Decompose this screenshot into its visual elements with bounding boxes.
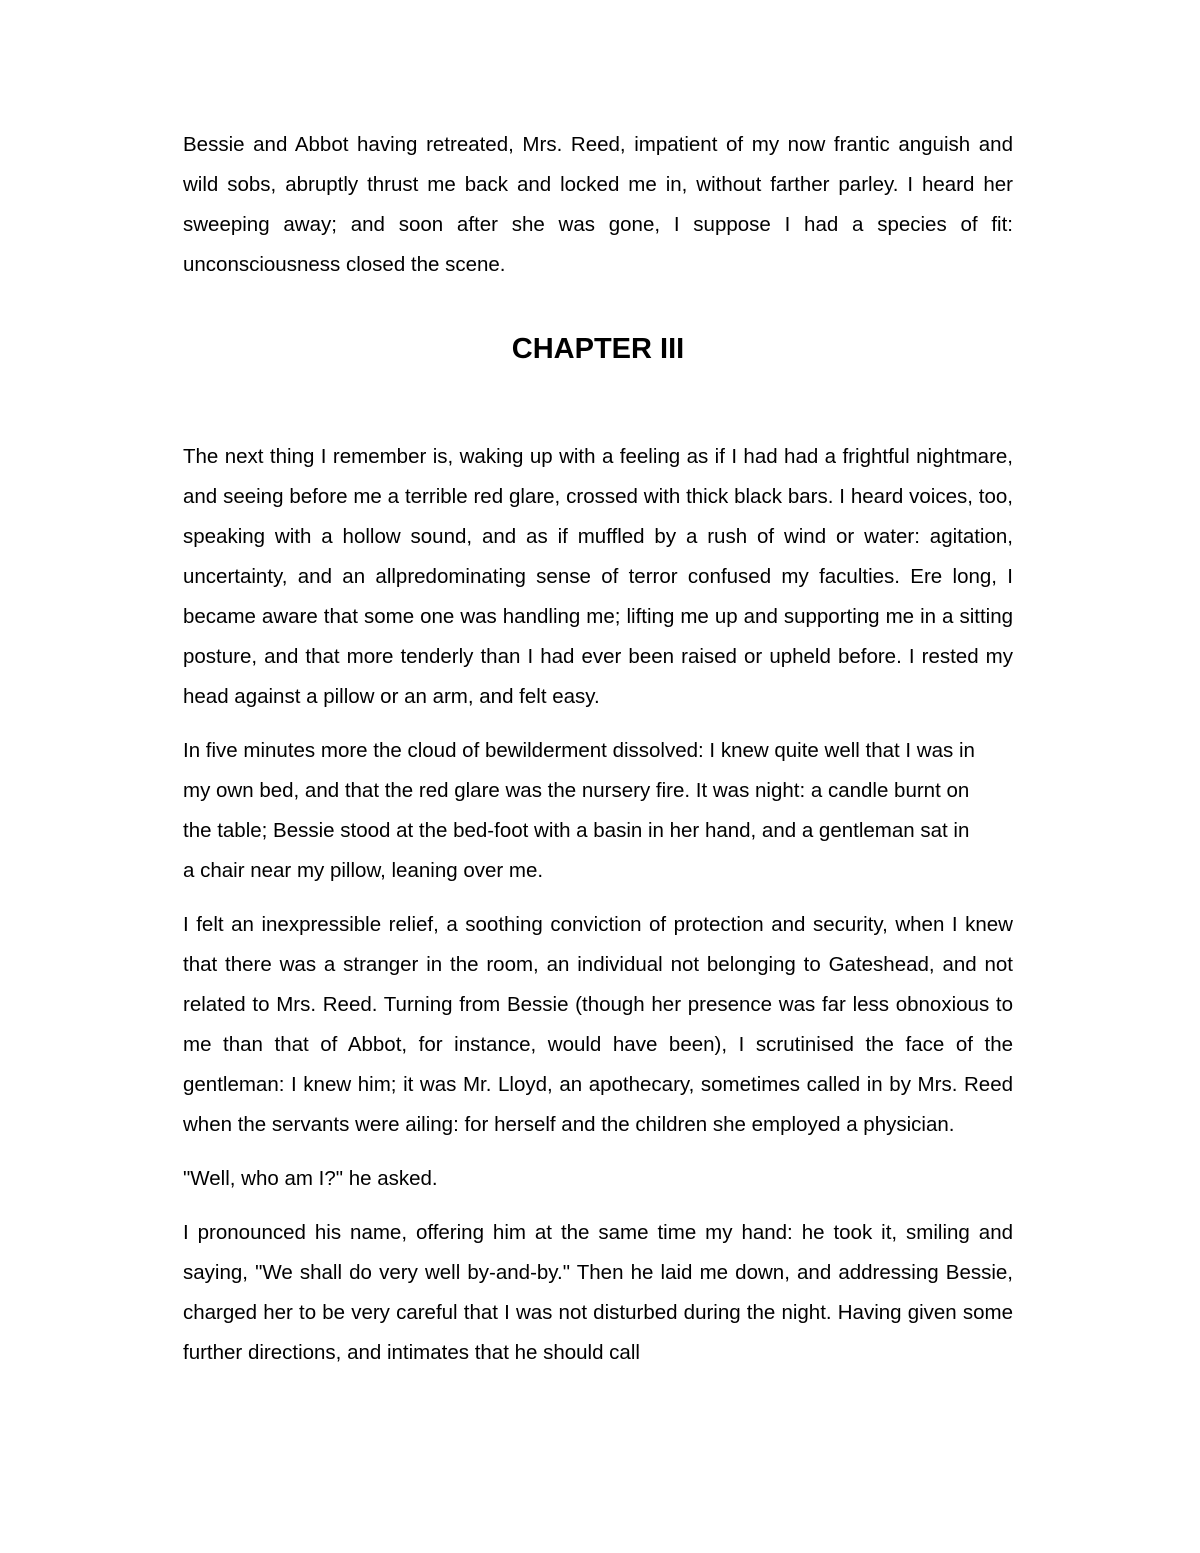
paragraph-1: The next thing I remember is, waking up with a feeling as if I had had a frightful nightmare, and seeing before me a terrible red glare, crossed with thick black bars. I heard voices, too, speaking with a hollow sound, and as if muffled by a rush of wind or water: agitation, uncertainty, and an allpredominating sense of terror confused my faculties. Ere long, I became aware that some one was handling me; lifting me up and supporting me in a sitting posture, and that more tenderly than I had ever been raised or upheld before. I rested my head against a pillow or an arm, and felt easy. — [183, 445, 1013, 708]
document-page — [183, 125, 1013, 1373]
paragraph-5: I pronounced his name, offering him at the same time my hand: he took it, smiling and saying, "We shall do very well by-and-by." Then he laid me down, and addressing Bessie, charged her to be very careful that I was not disturbed during the night. Having given some further directions, and intimates that he should call — [183, 1221, 1013, 1364]
paragraph-3: I felt an inexpressible relief, a soothing conviction of protection and security, when I knew that there was a stranger in the room, an individual not belonging to Gateshead, and not related to Mrs. Reed. Turning from Bessie (though her presence was far less obnoxious to me than that of Abbot, for instance, would have been), I scrutinised the face of the gentleman: I knew him; it was Mr. Lloyd, an apothecary, sometimes called in by Mrs. Reed when the servants were ailing: for herself and the children she employed a physician. — [183, 913, 1013, 1136]
paragraph-2: In five minutes more the cloud of bewilderment dissolved: I knew quite well that I was in my own bed, and that the red glare was the nursery fire. It was night: a candle burnt on the table; Bessie stood at the bed-foot with a basin in her hand, and a gentleman sat in a chair near my pillow, leaning over me. — [183, 739, 975, 882]
paragraph-4: "Well, who am I?" he asked. — [183, 1167, 438, 1190]
chapter-heading: CHAPTER III — [511, 333, 685, 365]
intro-paragraph: Bessie and Abbot having retreated, Mrs. Reed, impatient of my now frantic anguish and wild sobs, abruptly thrust me back and locked me in, without farther parley. I heard her sweeping away; and soon after she was gone, I suppose I had a species of fit: unconsciousness closed the scene. — [183, 133, 1013, 276]
